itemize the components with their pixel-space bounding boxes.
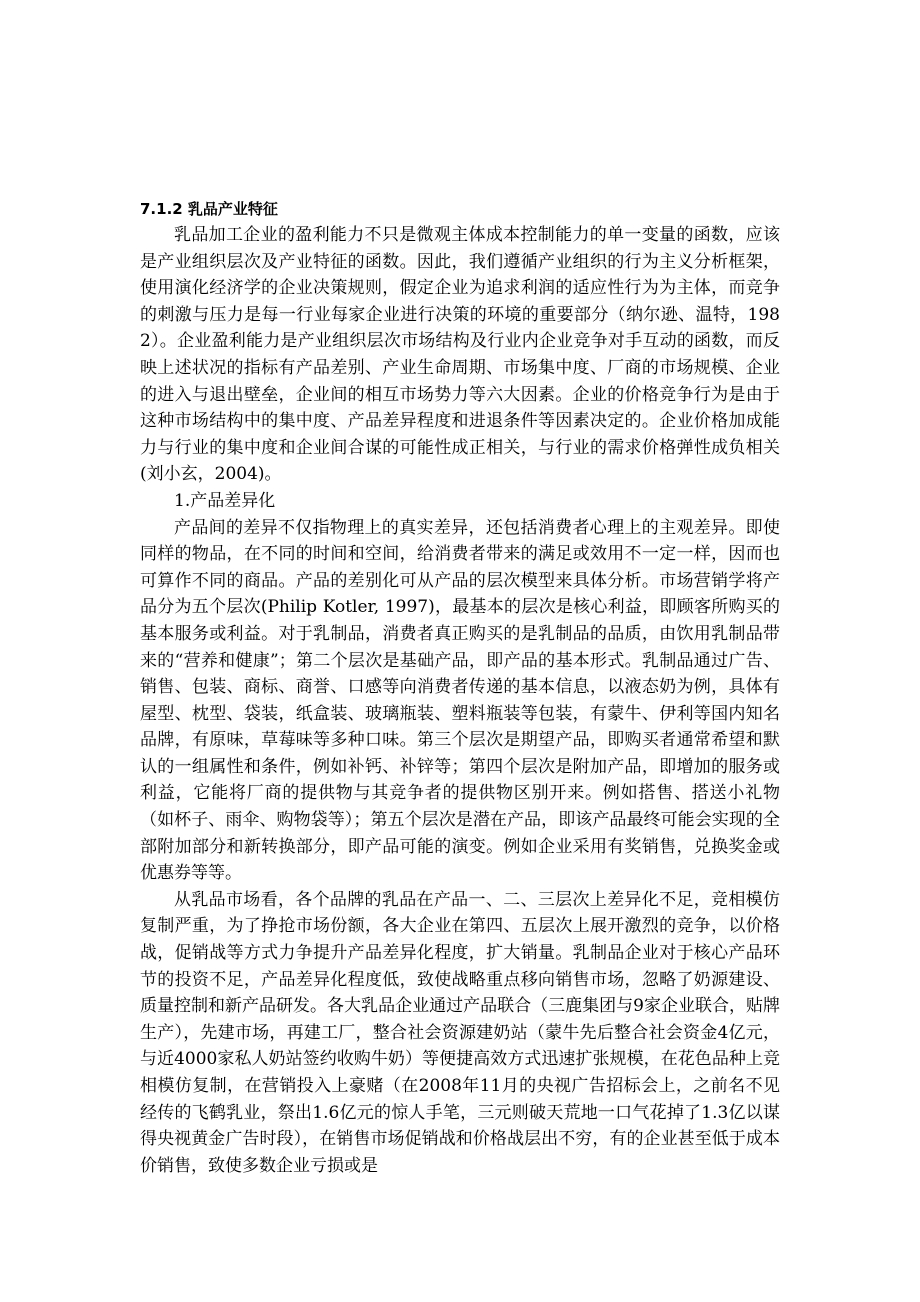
body-paragraph: 乳品加工企业的盈利能力不只是微观主体成本控制能力的单一变量的函数，应该是产业组织层次及产业特征的函数。因此，我们遵循产业组织的行为主义分析框架，使用演化经济学的企业决策规则，假定企业为追求利润的适应性行为为主体，而竞争的刺激与压力是每一行业每家企业进行决策的环境的重要部分（纳尔逊、温特，1982）。企业盈利能力是产业组织层次市场结构及行业内企业竞争对手互动的函数，而反映上述状况的指标有产品差别、产业生命周期、市场集中度、厂商的市场规模、企业的进入与退出壁垒，企业间的相互市场势力等六大因素。企业的价格竞争行为是由于这种市场结构中的集中度、产品差异程度和进退条件等因素决定的。企业价格加成能力与行业的集中度和企业间合谋的可能性成正相关，与行业的需求价格弹性成负相关(刘小玄，2004)。 (140, 225, 780, 485)
section-heading: 7.1.2 乳品产业特征 (140, 200, 278, 218)
sub-heading: 1.产品差异化 (174, 490, 276, 511)
body-paragraph: 产品间的差异不仅指物理上的真实差异，还包括消费者心理上的主观差异。即使同样的物品，在不同的时间和空间，给消费者带来的满足或效用不一定一样，因而也可算作不同的商品。产品的差别化可从产品的层次模型来具体分析。市场营销学将产品分为五个层次(Philip Kotler, 1997)，最基本的层次是核心利益，即顾客所购买的基本服务或利益。对于乳制品，消费者真正购买的是乳制品的品质，由饮用乳制品带来的“营养和健康”；第二个层次是基础产品，即产品的基本形式。乳制品通过广告、销售、包装、商标、商誉、口感等向消费者传递的基本信息，以液态奶为例，具体有屋型、枕型、袋装，纸盒装、玻璃瓶装、塑料瓶装等包装，有蒙牛、伊利等国内知名品牌，有原味，草莓味等多种口味。第三个层次是期望产品，即购买者通常希望和默认的一组属性和条件，例如补钙、补锌等；第四个层次是附加产品，即增加的服务或利益，它能将厂商的提供物与其竞争者的提供物区别开来。例如搭售、搭送小礼物（如杯子、雨伞、购物袋等）；第五个层次是潜在产品，即该产品最终可能会实现的全部附加部分和新转换部分，即产品可能的演变。例如企业采用有奖销售，兑换奖金或优惠券等等。 (140, 517, 780, 884)
document-page (140, 196, 780, 1179)
body-paragraph: 从乳品市场看，各个品牌的乳品在产品一、二、三层次上差异化不足，竞相模仿复制严重，为了挣抢市场份额，各大企业在第四、五层次上展开激烈的竞争，以价格战，促销战等方式力争提升产品差异化程度，扩大销量。乳制品企业对于核心产品环节的投资不足，产品差异化程度低，致使战略重点移向销售市场，忽略了奶源建设、质量控制和新产品研发。各大乳品企业通过产品联合（三鹿集团与9家企业联合，贴牌生产），先建市场，再建工厂，整合社会资源建奶站（蒙牛先后整合社会资金4亿元，与近4000家私人奶站签约收购牛奶）等便捷高效方式迅速扩张规模，在花色品种上竞相模仿复制，在营销投入上豪赌（在2008年11月的央视广告招标会上，之前名不见经传的飞鹤乳业，祭出1.6亿元的惊人手笔，三元则破天荒地一口气花掉了1.3亿以谋得央视黄金广告时段），在销售市场促销战和价格战层出不穷，有的企业甚至低于成本价销售，致使多数企业亏损或是 (140, 889, 780, 1176)
